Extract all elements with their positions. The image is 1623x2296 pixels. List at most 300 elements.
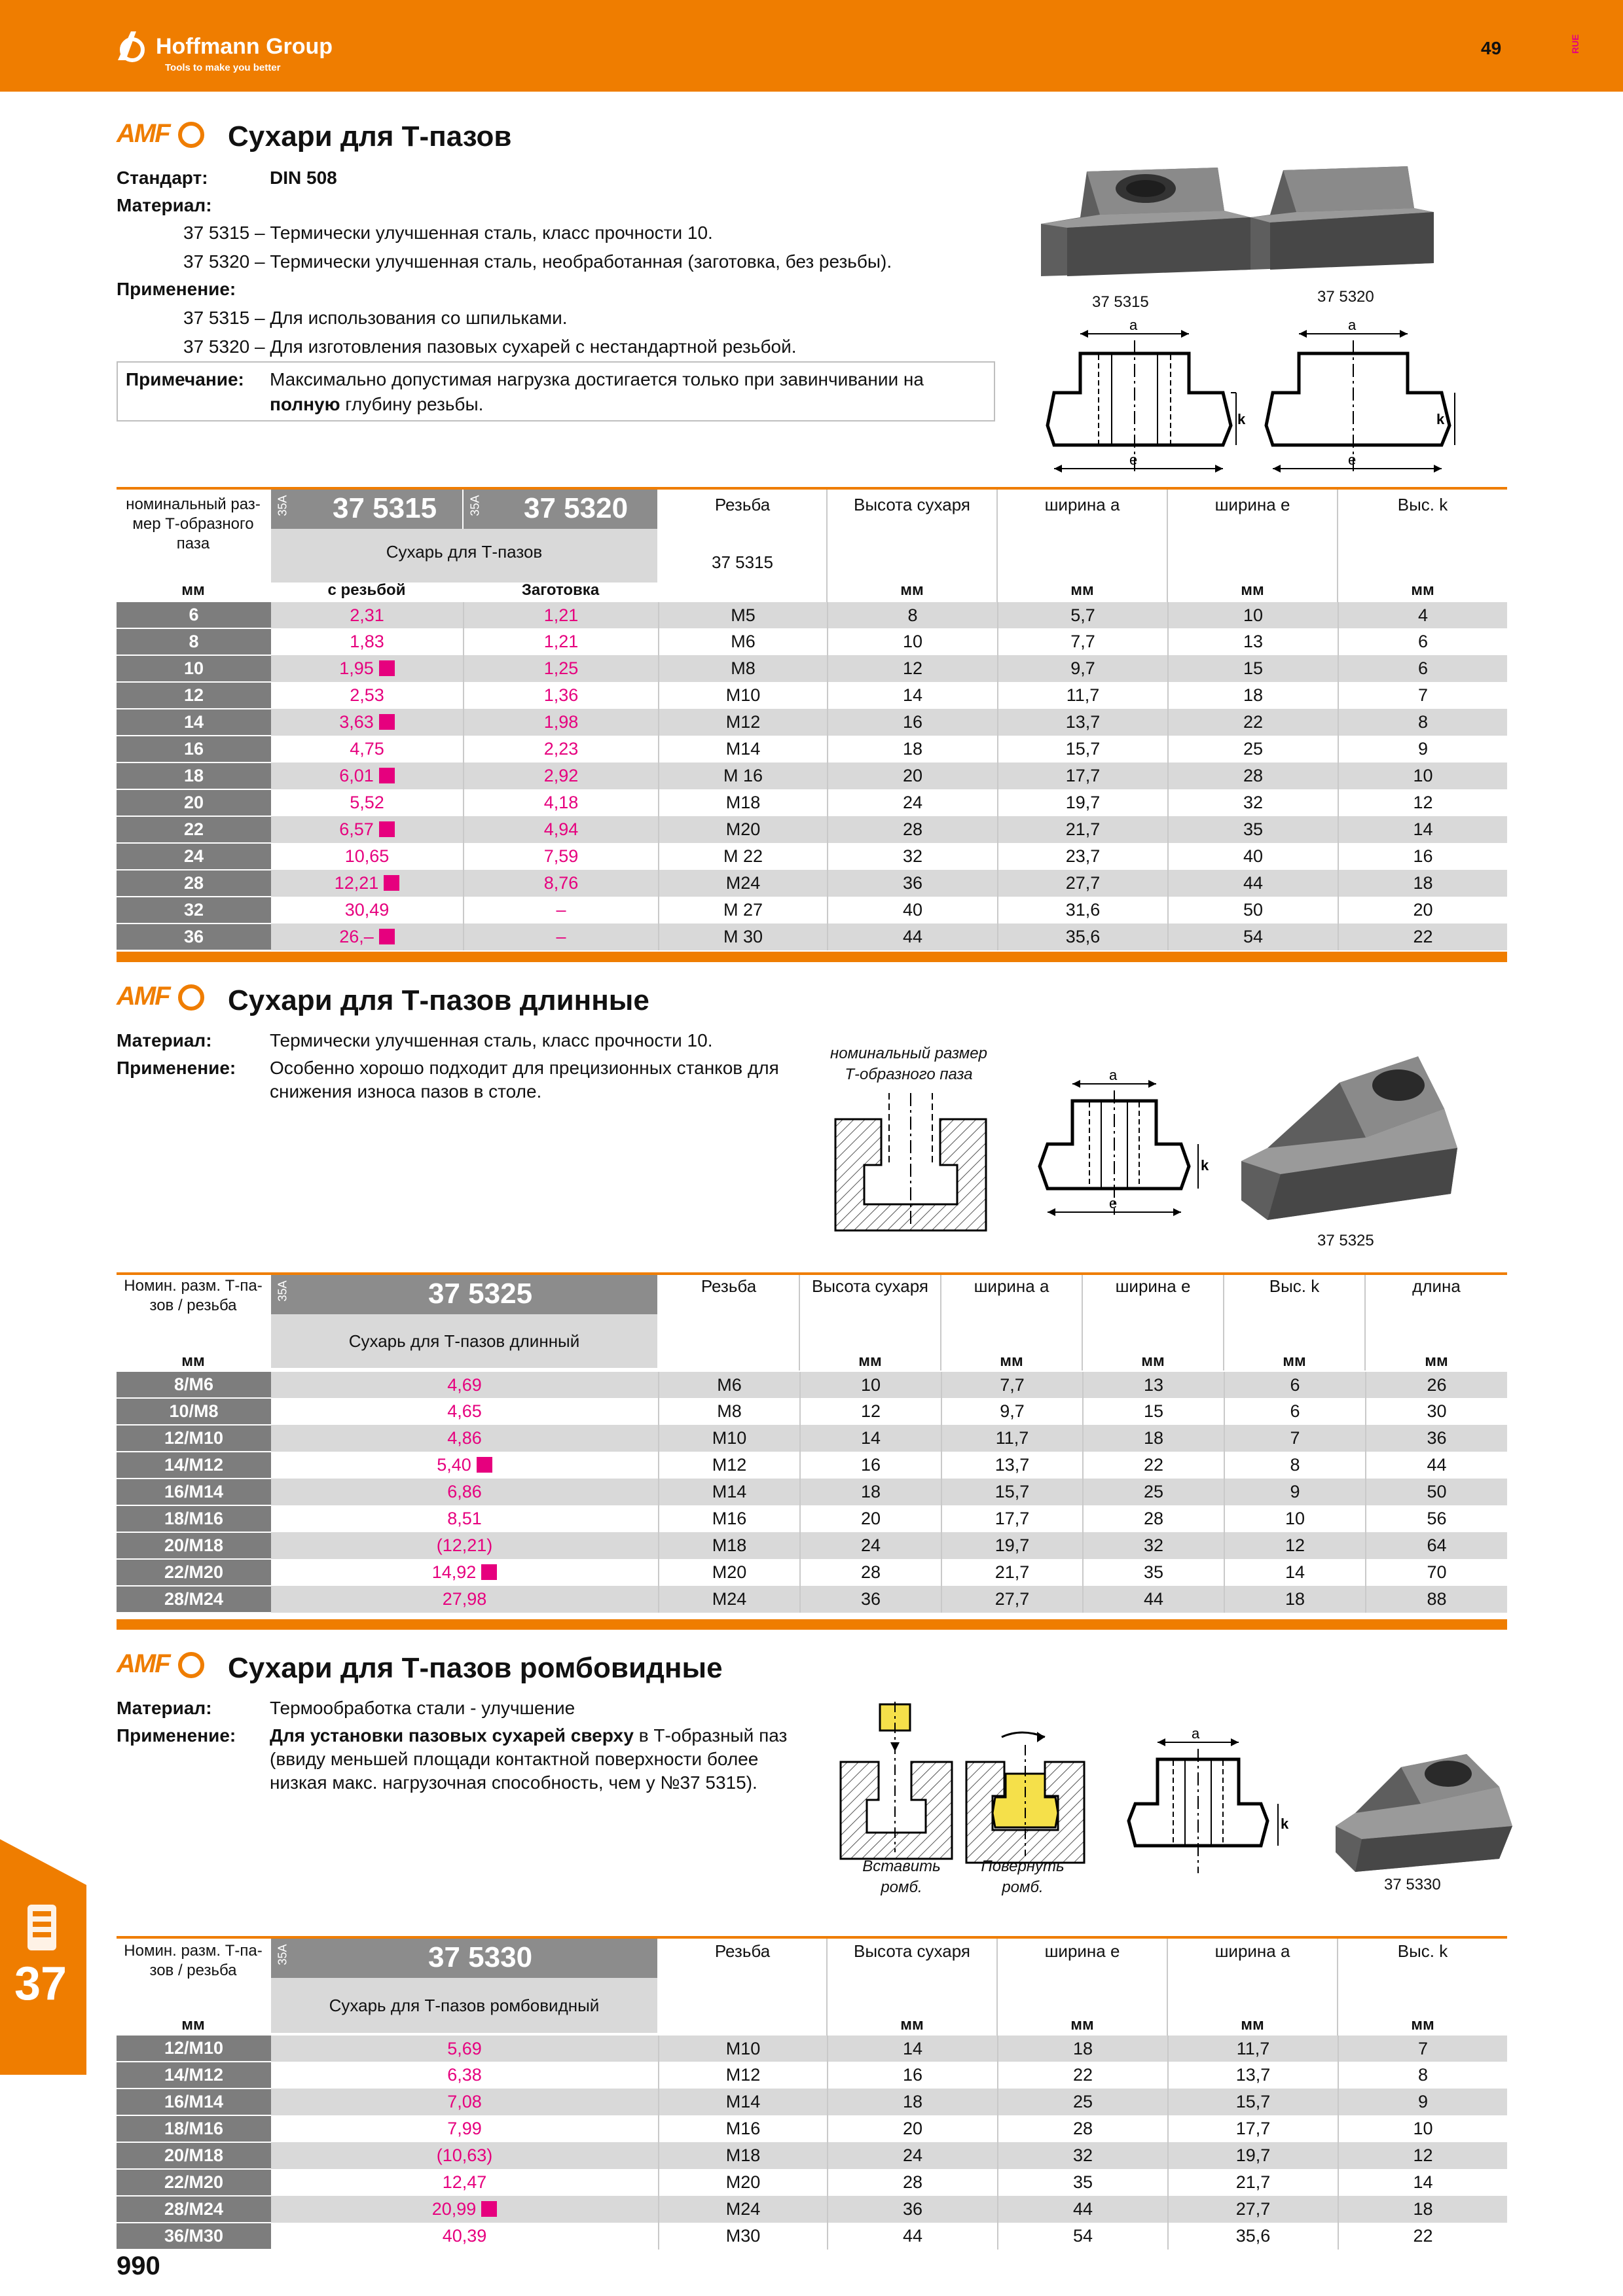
- price-cell: [271, 1398, 659, 1425]
- diagram-caption: [824, 1043, 994, 1085]
- price-blank-cell: –: [464, 897, 659, 924]
- value-cell: M24: [659, 2196, 828, 2223]
- nominal-size-cell: 16: [117, 736, 271, 762]
- nominal-size-cell: 24: [117, 843, 271, 870]
- value-cell: 28: [1168, 762, 1338, 789]
- value-cell: 25: [1168, 736, 1338, 762]
- value-cell: 18: [1224, 1586, 1366, 1613]
- value-cell: 36: [828, 2196, 998, 2223]
- value-cell: 18: [998, 2036, 1168, 2062]
- value-cell: 36: [1366, 1425, 1507, 1452]
- section3-title: Сухари для Т-пазов ромбовидные: [228, 1652, 723, 1684]
- price-cell: [271, 2169, 659, 2196]
- table-row: [117, 843, 1507, 870]
- value-cell: 27,7: [1168, 2196, 1338, 2223]
- value-cell: 17,7: [1168, 2115, 1338, 2142]
- value-cell: 11,7: [941, 1425, 1083, 1452]
- nominal-size-cell: 18/M16: [117, 1505, 271, 1532]
- value-cell: M20: [659, 816, 828, 843]
- value-cell: 28: [1083, 1505, 1224, 1532]
- unit-mm: мм: [1411, 2016, 1434, 2034]
- price-cell: [271, 2089, 659, 2115]
- table2: [117, 1372, 1507, 1613]
- nominal-size-cell: 28/M24: [117, 2196, 271, 2223]
- value-cell: 22: [1338, 924, 1507, 950]
- section1-title: Сухари для Т-пазов: [228, 120, 512, 152]
- table-row: [117, 682, 1507, 709]
- table1: [117, 602, 1507, 951]
- value-cell: 16: [800, 1452, 941, 1479]
- price-blank-cell: 1,25: [464, 655, 659, 682]
- value-cell: 16: [828, 709, 998, 736]
- price-cell: [271, 1479, 659, 1505]
- price-value: 20,99: [431, 2199, 477, 2219]
- table-row: [117, 2062, 1507, 2089]
- value-cell: 22: [1168, 709, 1338, 736]
- nominal-size-cell: 20/M18: [117, 1532, 271, 1559]
- value-cell: 16: [828, 2062, 998, 2089]
- nominal-size-cell: 12/M10: [117, 2036, 271, 2062]
- value-cell: 8: [1338, 2062, 1507, 2089]
- head-width-a: ширина а: [1044, 495, 1120, 514]
- value-cell: 21,7: [1168, 2169, 1338, 2196]
- nominal-size-cell: 16/M14: [117, 1479, 271, 1505]
- unit-blank: Заготовка: [521, 581, 600, 599]
- section-separator: [117, 952, 1507, 962]
- price-blank-cell: 2,92: [464, 762, 659, 789]
- value-cell: 32: [998, 2142, 1168, 2169]
- value-cell: 20: [800, 1505, 941, 1532]
- value-cell: 35: [1168, 816, 1338, 843]
- unit-mm: мм: [1241, 2016, 1264, 2034]
- table-row: [117, 1452, 1507, 1479]
- value-cell: 50: [1168, 897, 1338, 924]
- value-cell: 31,6: [998, 897, 1168, 924]
- application-line: низкая макс. нагрузочная способность, чем у №37 5315).: [270, 1772, 757, 1793]
- price-value: 27,98: [442, 1589, 487, 1609]
- value-cell: 16: [1338, 843, 1507, 870]
- drawing-375330: [1123, 1723, 1294, 1880]
- table-row: [117, 709, 1507, 736]
- unit-mm: мм: [1283, 1352, 1306, 1370]
- unit-mm: мм: [1241, 581, 1264, 599]
- value-cell: 20: [828, 762, 998, 789]
- unit-mm: мм: [1141, 1352, 1165, 1370]
- table-row: [117, 924, 1507, 950]
- value-cell: 50: [1366, 1479, 1507, 1505]
- value-cell: M14: [659, 736, 828, 762]
- value-cell: 35: [998, 2169, 1168, 2196]
- value-cell: 10: [828, 628, 998, 655]
- dim-a-label: a: [1348, 317, 1357, 333]
- value-cell: 22: [1083, 1452, 1224, 1479]
- price-cell: [271, 1452, 659, 1479]
- value-cell: M10: [659, 1425, 800, 1452]
- material-label: Материал:: [117, 1030, 212, 1050]
- table-row: [117, 2115, 1507, 2142]
- value-cell: 14: [1338, 816, 1507, 843]
- value-cell: M 16: [659, 762, 828, 789]
- price-cell: [271, 2062, 659, 2089]
- price-cell: [271, 2115, 659, 2142]
- head-height: Высота сухаря: [854, 495, 970, 514]
- value-cell: 10: [1338, 2115, 1507, 2142]
- amf-ring-icon: [178, 1652, 204, 1678]
- note-label: Примечание:: [126, 369, 244, 389]
- nominal-size-cell: 6: [117, 602, 271, 628]
- application-line: 37 5315 – Для использования со шпильками.: [183, 308, 568, 328]
- price-cell: [271, 1586, 659, 1613]
- amf-brand: AMF: [117, 982, 170, 1011]
- value-cell: 6: [1338, 655, 1507, 682]
- nominal-size-cell: 12: [117, 682, 271, 709]
- head-length: длина: [1412, 1276, 1461, 1296]
- value-cell: 15,7: [998, 736, 1168, 762]
- value-cell: M24: [659, 1586, 800, 1613]
- value-cell: M20: [659, 1559, 800, 1586]
- material-label: Материал:: [117, 195, 212, 215]
- amf-logo-1: [117, 119, 170, 149]
- code-35a-text: 35A: [468, 495, 482, 516]
- stock-square-icon: [379, 929, 395, 944]
- price-cell: [271, 2223, 659, 2250]
- value-cell: 18: [828, 2089, 998, 2115]
- price-value: 14,92: [431, 1562, 477, 1582]
- unit-mm: мм: [181, 1352, 205, 1370]
- price-value: 10,65: [344, 846, 390, 866]
- price-cell: [271, 1425, 659, 1452]
- table-row: [117, 1425, 1507, 1452]
- table-row: [117, 2169, 1507, 2196]
- rotate-caption-line: ромб.: [1002, 1878, 1044, 1896]
- stock-square-icon: [379, 768, 395, 783]
- lang-code-wrap: [1569, 34, 1582, 60]
- price-value: 2,31: [350, 605, 384, 625]
- table-row: [117, 1559, 1507, 1586]
- value-cell: 17,7: [941, 1505, 1083, 1532]
- value-cell: M5: [659, 602, 828, 628]
- value-cell: 22: [1338, 2223, 1507, 2250]
- unit-mm: мм: [1000, 1352, 1023, 1370]
- value-cell: 64: [1366, 1532, 1507, 1559]
- value-cell: M18: [659, 1532, 800, 1559]
- value-cell: M12: [659, 1452, 800, 1479]
- lang-code: RUE: [1570, 34, 1580, 54]
- value-cell: 12: [1338, 789, 1507, 816]
- value-cell: 56: [1366, 1505, 1507, 1532]
- material-line: 37 5315 – Термически улучшенная сталь, класс прочности 10.: [183, 223, 713, 243]
- drawing-375320: [1265, 314, 1461, 484]
- price-value: 2,53: [350, 685, 384, 705]
- dim-e-label: e: [1109, 1195, 1118, 1211]
- price-value: 4,65: [447, 1401, 482, 1421]
- value-cell: 26: [1366, 1372, 1507, 1398]
- price-value: 5,52: [350, 793, 384, 812]
- value-cell: 44: [1366, 1452, 1507, 1479]
- head-height: Высота сухаря: [854, 1941, 970, 1961]
- nominal-size-cell: 18/M16: [117, 2115, 271, 2142]
- application-label: Применение:: [117, 279, 236, 299]
- application-line: (ввиду меньшей площади контактной поверхности более: [270, 1749, 759, 1769]
- value-cell: 44: [1168, 870, 1338, 897]
- price-cell: [271, 602, 464, 628]
- material-value: Термически улучшенная сталь, класс прочности 10.: [270, 1030, 713, 1050]
- unit-mm: мм: [181, 581, 205, 599]
- stock-square-icon: [477, 1457, 492, 1473]
- stock-square-icon: [379, 660, 395, 676]
- head-width-a: ширина а: [1214, 1941, 1290, 1961]
- page-number-bottom: 990: [117, 2251, 160, 2280]
- value-cell: 23,7: [998, 843, 1168, 870]
- value-cell: 13: [1083, 1372, 1224, 1398]
- product-image-375330: [1336, 1741, 1512, 1872]
- nominal-size-cell: 8: [117, 628, 271, 655]
- table-row: [117, 897, 1507, 924]
- dim-k-label: k: [1436, 411, 1445, 427]
- material-value: Термообработка стали - улучшение: [270, 1698, 575, 1718]
- nominal-size-cell: 28: [117, 870, 271, 897]
- nominal-size-cell: 10: [117, 655, 271, 682]
- value-cell: 44: [1083, 1586, 1224, 1613]
- standard-value: DIN 508: [270, 168, 337, 188]
- value-cell: 21,7: [941, 1559, 1083, 1586]
- table-row: [117, 736, 1507, 762]
- value-cell: M6: [659, 628, 828, 655]
- nominal-size-cell: 28/M24: [117, 1586, 271, 1613]
- price-blank-cell: 2,23: [464, 736, 659, 762]
- value-cell: 25: [1083, 1479, 1224, 1505]
- value-cell: 88: [1366, 1586, 1507, 1613]
- amf-logo-3: [117, 1649, 170, 1679]
- table-row: [117, 1479, 1507, 1505]
- value-cell: 21,7: [998, 816, 1168, 843]
- value-cell: 19,7: [1168, 2142, 1338, 2169]
- rotate-step-drawing: [966, 1725, 1084, 1863]
- nominal-size-cell: 20/M18: [117, 2142, 271, 2169]
- application-line-1: [270, 1725, 787, 1746]
- head-height-k: Выс. k: [1269, 1276, 1320, 1296]
- table-row: [117, 2036, 1507, 2062]
- value-cell: 20: [828, 2115, 998, 2142]
- value-cell: 54: [1168, 924, 1338, 950]
- value-cell: 13: [1168, 628, 1338, 655]
- value-cell: 15,7: [1168, 2089, 1338, 2115]
- diagram-caption-line: Т-образного паза: [845, 1066, 973, 1083]
- value-cell: 10: [1168, 602, 1338, 628]
- logo-tagline: Tools to make you better: [165, 62, 281, 73]
- value-cell: 14: [800, 1425, 941, 1452]
- head-thread: Резьба: [701, 1276, 757, 1296]
- value-cell: 9,7: [998, 655, 1168, 682]
- table-row: [117, 602, 1507, 628]
- table-row: [117, 789, 1507, 816]
- value-cell: 12: [828, 655, 998, 682]
- price-value: 12,47: [442, 2172, 487, 2192]
- price-cell: [271, 762, 464, 789]
- head-width-a: ширина а: [974, 1276, 1049, 1296]
- article-375315: 37 5315: [333, 492, 437, 524]
- amf-ring-icon: [178, 984, 204, 1011]
- price-cell: [271, 2142, 659, 2169]
- value-cell: 15: [1083, 1398, 1224, 1425]
- value-cell: 12: [1338, 2142, 1507, 2169]
- insert-caption-line: ромб.: [881, 1878, 922, 1896]
- code-35a: [464, 495, 487, 516]
- value-cell: 30: [1366, 1398, 1507, 1425]
- value-cell: M 22: [659, 843, 828, 870]
- value-cell: 25: [998, 2089, 1168, 2115]
- table-row: [117, 2089, 1507, 2115]
- head-width-e: ширина е: [1044, 1941, 1120, 1961]
- value-cell: 44: [828, 2223, 998, 2250]
- value-cell: 13,7: [941, 1452, 1083, 1479]
- value-cell: 28: [998, 2115, 1168, 2142]
- insert-caption-line: Вставить: [862, 1857, 941, 1875]
- amf-ring-icon: [178, 122, 204, 148]
- head-width-e: ширина е: [1115, 1276, 1191, 1296]
- value-cell: M12: [659, 709, 828, 736]
- value-cell: 9: [1224, 1479, 1366, 1505]
- table-row: [117, 1398, 1507, 1425]
- value-cell: 18: [1338, 2196, 1507, 2223]
- unit-mm: мм: [1425, 1352, 1448, 1370]
- table-row: [117, 1372, 1507, 1398]
- value-cell: 8: [828, 602, 998, 628]
- value-cell: M16: [659, 1505, 800, 1532]
- value-cell: 18: [828, 736, 998, 762]
- value-cell: 28: [800, 1559, 941, 1586]
- value-cell: 7: [1224, 1425, 1366, 1452]
- head-height: Высота сухаря: [812, 1276, 928, 1296]
- diagram-caption-line: номинальный размер: [830, 1045, 987, 1062]
- value-cell: 15,7: [941, 1479, 1083, 1505]
- table3: [117, 2036, 1507, 2250]
- value-cell: 32: [828, 843, 998, 870]
- price-value: 1,83: [350, 632, 384, 651]
- price-cell: [271, 736, 464, 762]
- hoffmann-logo-icon: [113, 26, 153, 64]
- value-cell: 18: [1338, 870, 1507, 897]
- drawing-375325: [1038, 1064, 1215, 1234]
- value-cell: 8: [1224, 1452, 1366, 1479]
- nominal-size-cell: 36/M30: [117, 2223, 271, 2250]
- value-cell: 36: [828, 870, 998, 897]
- value-cell: 7,7: [941, 1372, 1083, 1398]
- table1-head-nom: номинальный раз- мер Т-образного паза: [126, 495, 261, 552]
- note-rest: глубину резьбы.: [340, 394, 484, 414]
- value-cell: 6: [1338, 628, 1507, 655]
- stock-square-icon: [379, 821, 395, 837]
- material-line: 37 5320 – Термически улучшенная сталь, необработанная (заготовка, без резьбы).: [183, 251, 892, 272]
- value-cell: 11,7: [1168, 2036, 1338, 2062]
- price-blank-cell: 1,21: [464, 602, 659, 628]
- value-cell: 36: [800, 1586, 941, 1613]
- table-row: [117, 2196, 1507, 2223]
- code-35a: [271, 495, 295, 516]
- dim-a-label: a: [1192, 1725, 1200, 1742]
- price-cell: [271, 1532, 659, 1559]
- value-cell: M24: [659, 870, 828, 897]
- amf-logo-2: [117, 982, 170, 1011]
- value-cell: 14: [828, 682, 998, 709]
- value-cell: 13,7: [1168, 2062, 1338, 2089]
- value-cell: 13,7: [998, 709, 1168, 736]
- table3-head-nom: Номин. разм. Т-па- зов / резьба: [124, 1942, 263, 1979]
- table-row: [117, 816, 1507, 843]
- section2-title: Сухари для Т-пазов длинные: [228, 984, 649, 1016]
- standard-label: Стандарт:: [117, 168, 208, 188]
- article-375325: 37 5325: [428, 1278, 533, 1310]
- code-35a: [271, 1280, 295, 1302]
- unit-mm: мм: [181, 2016, 205, 2034]
- value-cell: 27,7: [998, 870, 1168, 897]
- table-row: [117, 628, 1507, 655]
- table-row: [117, 1586, 1507, 1613]
- price-blank-cell: 1,98: [464, 709, 659, 736]
- rotate-caption: [970, 1856, 1075, 1898]
- value-cell: M 27: [659, 897, 828, 924]
- value-cell: 17,7: [998, 762, 1168, 789]
- value-cell: 18: [1083, 1425, 1224, 1452]
- value-cell: 40: [828, 897, 998, 924]
- value-cell: 6: [1224, 1372, 1366, 1398]
- value-cell: 7: [1338, 2036, 1507, 2062]
- price-value: 4,69: [447, 1374, 482, 1395]
- value-cell: 70: [1366, 1559, 1507, 1586]
- value-cell: 35: [1083, 1559, 1224, 1586]
- page-number-top: 49: [1481, 38, 1502, 58]
- nominal-size-cell: 14/M12: [117, 1452, 271, 1479]
- price-value: 40,39: [442, 2226, 487, 2246]
- nominal-size-cell: 22: [117, 816, 271, 843]
- nominal-size-cell: 20: [117, 789, 271, 816]
- price-cell: [271, 1505, 659, 1532]
- value-cell: 19,7: [941, 1532, 1083, 1559]
- price-value: 26,–: [339, 927, 374, 946]
- nominal-size-cell: 12/M10: [117, 1425, 271, 1452]
- value-cell: M8: [659, 1398, 800, 1425]
- nominal-size-cell: 18: [117, 762, 271, 789]
- img-caption-375330: 37 5330: [1384, 1876, 1441, 1893]
- price-value: 6,86: [447, 1482, 482, 1501]
- price-cell: [271, 897, 464, 924]
- price-blank-cell: –: [464, 924, 659, 950]
- price-value: 6,01: [339, 766, 374, 785]
- price-value: (10,63): [436, 2145, 493, 2165]
- head-width-e: ширина е: [1214, 495, 1290, 514]
- value-cell: 35,6: [1168, 2223, 1338, 2250]
- note-line-2: [270, 394, 483, 415]
- value-cell: 11,7: [998, 682, 1168, 709]
- value-cell: 4: [1338, 602, 1507, 628]
- value-cell: M30: [659, 2223, 828, 2250]
- logo-text: Hoffmann Group: [156, 34, 333, 59]
- dim-k-label: k: [1281, 1816, 1289, 1832]
- table-row: [117, 655, 1507, 682]
- value-cell: 32: [1168, 789, 1338, 816]
- unit-mm: мм: [900, 2016, 924, 2034]
- table-row: [117, 2142, 1507, 2169]
- value-cell: 15: [1168, 655, 1338, 682]
- value-cell: 24: [828, 2142, 998, 2169]
- stock-square-icon: [481, 2201, 497, 2217]
- code-35a-text: 35A: [276, 1280, 289, 1302]
- drawing-375315: [1046, 314, 1246, 484]
- price-blank-cell: 4,18: [464, 789, 659, 816]
- value-cell: 19,7: [998, 789, 1168, 816]
- price-value: 7,99: [447, 2119, 482, 2138]
- value-cell: 7: [1338, 682, 1507, 709]
